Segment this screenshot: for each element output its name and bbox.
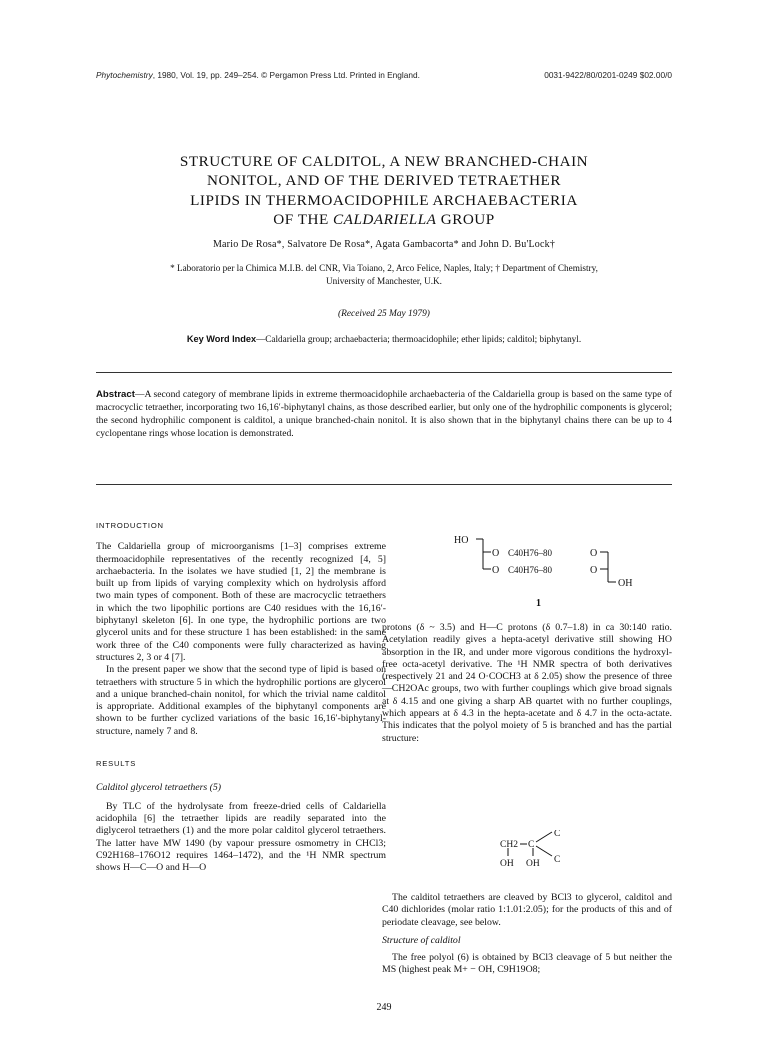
divider-bottom xyxy=(96,484,672,485)
partial-c-top: C xyxy=(554,830,561,839)
structure-1-o: O xyxy=(492,565,500,576)
structure-1-diagram xyxy=(440,530,690,600)
affiliations: * Laboratorio per la Chimica M.I.B. del CNR, Via Toiano, 2, Arco Felice, Naples, Italy; † Department of Chemistry, University of Manchester, U.K. xyxy=(170,263,598,286)
right-column-top xyxy=(382,622,672,745)
partial-oh-right: OH xyxy=(526,859,540,869)
right-paragraph-2: The calditol tetraethers are cleaved by BCl3 to glycerol, calditol and C40 dichlorides (molar ratio 1:1.01:2.05); for the products of this and of periodate cleavage, see below. xyxy=(382,892,672,928)
section-calditol-tetraethers: Calditol glycerol tetraethers (5) xyxy=(96,782,222,794)
right-paragraph-3: The free polyol (6) is obtained by BCl3 cleavage of 5 but neither the MS (highest peak M+ − OH, C9H19O8; xyxy=(382,952,672,976)
section-structure-of-calditol: Structure of calditol xyxy=(382,934,461,946)
journal-citation: Phytochemistry, 1980, Vol. 19, pp. 249–254. © Pergamon Press Ltd. Printed in England. xyxy=(96,70,420,80)
structure-1-oh: OH xyxy=(618,578,633,589)
results-heading: RESULTS xyxy=(96,759,137,769)
paper-title: STRUCTURE OF CALDITOL, A NEW BRANCHED-CHAIN NONITOL, AND OF THE DERIVED TETRAETHER LIPIDS IN THERMOACIDOPHILE ARCHAEBACTERIA OF THE CALDARIELLA GROUP xyxy=(179,153,589,229)
partial-c-center: C xyxy=(528,840,535,850)
structure-1-o: O xyxy=(590,565,598,576)
results-paragraph-1: By TLC of the hydrolysate from freeze-dried cells of Caldariella acidophila [6] the tetraether lipids are readily separated into the diglycerol tetraethers (1) and the more polar calditol glycerol tetraethers. The latter have MW 1490 (by vapour pressure osmometry in CHCl3; C92H168–176O12 requires 1464–1472), and the ¹H NMR spectrum shows H—C—O and H—O xyxy=(96,800,386,874)
right-paragraph-1: protons (δ ~ 3.5) and H—C protons (δ 0.7–1.8) in ca 30:140 ratio. Acetylation readily gives a hepta-acetyl derivative still showing HO absorption in the IR, and under more vigorous conditions the hydroxyl-free octa-acetyl derivative. The ¹H NMR spectra of both derivatives (respectively 21 and 24 O·COCH3 at δ 2.05) show the presence of three —CH2OAc groups, two with further couplings which give broad signals at δ 4.15 and one giving a sharp AB quartet with no further couplings, which appears at δ 4.3 in the hepta-acetate and δ 4.7 in the octa-actate. This indicates that the polyol moiety of 5 is branched and has the partial structure: xyxy=(382,622,672,744)
left-column xyxy=(96,520,386,874)
page-number: 249 xyxy=(376,1002,392,1013)
intro-paragraph-1: The Caldariella group of microorganisms [1–3] comprises extreme thermoacidophile representatives of the recently recognized [4, 5] archaebacteria. In the isolates we have studied [1, 2] the membrane is built up from lipids of varying complexity which on hydrolysis afford two main types of component. Both of these are macrocyclic tetraethers in which the two lipophilic portions are C40 residues with the 16,16′-biphytanyl skeleton [6]. In one type, the hydrophilic portions are two glycerol units and for these structure 1 has been established: in the same work three of the C40 components were fully characterized as having structures 2, 3 or 4 [7]. xyxy=(96,541,386,663)
received-date: (Received 25 May 1979) xyxy=(338,309,430,319)
structure-1-chain-top: C40H76–80 xyxy=(508,548,553,558)
intro-paragraph-2: In the present paper we show that the second type of lipid is based on tetraethers with structure 5 in which the hydrophilic portions are glycerol and a unique branched-chain nonitol, for which the trivial name calditol is appropriate. Additional examples of the biphytanyl components are shown to be further cyclized variations of the basic 16,16′-biphytanyl-structure, namely 7 and 8. xyxy=(96,664,386,737)
right-column-bottom xyxy=(382,892,672,977)
structure-1-o: O xyxy=(590,548,598,559)
partial-structure-diagram xyxy=(500,830,620,880)
article-code: 0031-9422/80/0201-0249 $02.00/0 xyxy=(544,70,672,80)
author-list: Mario De Rosa*, Salvatore De Rosa*, Agata Gambacorta* and John D. Bu'Lock† xyxy=(212,239,556,250)
structure-1-label: 1 xyxy=(536,598,541,609)
structure-1-o: O xyxy=(492,548,500,559)
structure-1-chain-bottom: C40H76–80 xyxy=(508,565,553,575)
divider-top xyxy=(96,372,672,373)
introduction-heading: INTRODUCTION xyxy=(96,521,164,530)
partial-ch2: CH2 xyxy=(500,840,518,850)
partial-oh-left: OH xyxy=(500,859,514,869)
partial-c-bottom: C xyxy=(554,855,561,865)
keyword-index: Key Word Index—Caldariella group; archaebacteria; thermoacidophile; ether lipids; calditol; biphytanyl. xyxy=(186,334,582,344)
abstract: Abstract—A second category of membrane lipids in extreme thermoacidophile archaebacteria of the Caldariella group is based on the same type of macrocyclic tetraether, incorporating two 16,16′-biphytanyl chains, as those described earlier, but only one of the hydrophilic components is glycerol; the second hydrophilic component is calditol, a unique branched-chain nonitol. It is also shown that in the biphytanyl chains there can be up to 4 cyclopentane rings whose location is demonstrated. xyxy=(96,389,672,439)
structure-1-ho: HO xyxy=(454,535,469,546)
